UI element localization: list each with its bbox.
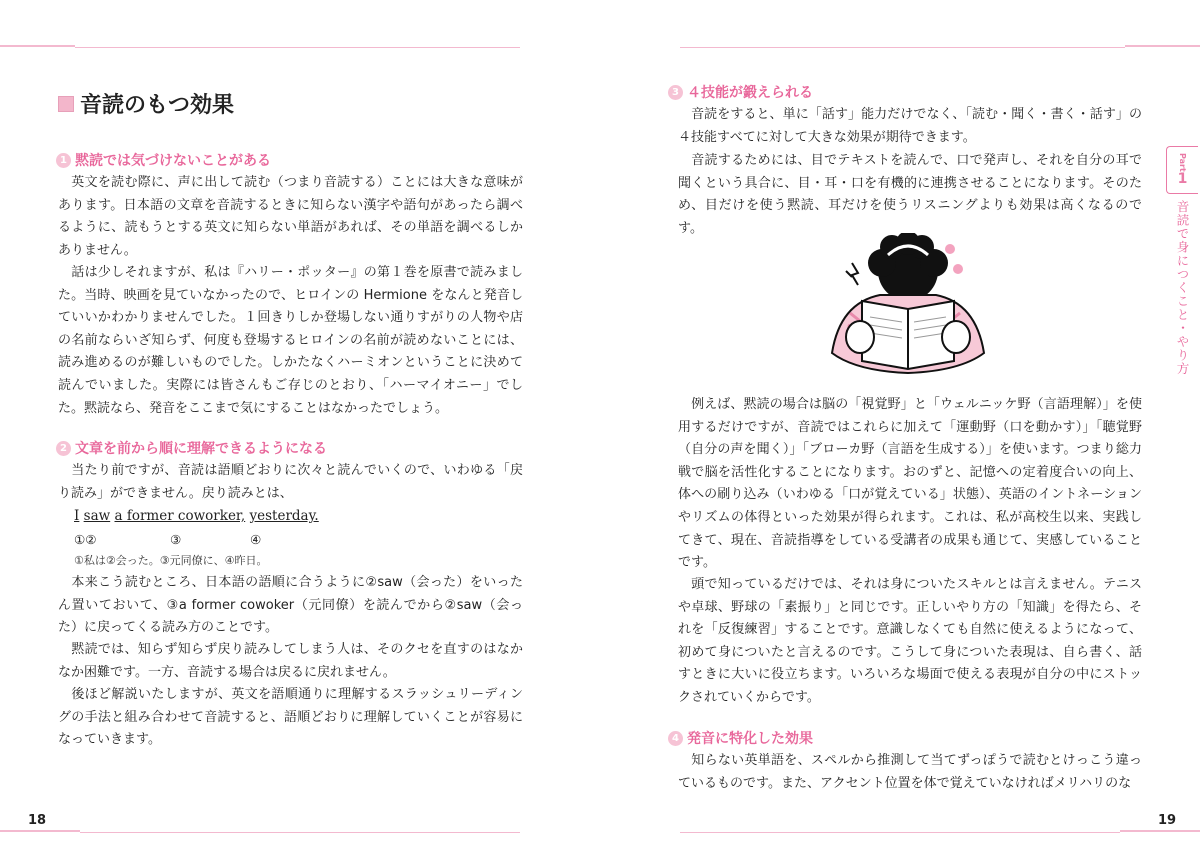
chapter-side-title: 音読で身につくこと・やり方 [1175,200,1190,376]
section-1-paragraph-2: 話は少しそれますが、私は『ハリー・ポッター』の第１巻を原書で読みました。当時、映画を見ていなかったので、ヒロインの Hermione をなんと発音していいかわかりませんでした。１回きりしか登場しない通りすがりの人物や店の名前ならいざ知らず、何度も登場するヒロインの名前が読めないことには、読み進めるのが難しいものでした。しかたなくハーミオンということに決めて読んでいました。実際には皆さんもご存じのとおり、「ハーマイオニー」でした。黙読なら、発音をここまで気にすることはなかったでしょう。 [58,265,523,416]
section-3-paragraph-4: 頭で知っているだけでは、それは身についたスキルとは言えません。テニスや卓球、野球の「素振り」と同じです。正しいやり方の「知識」を得たら、それを「反復練習」することです。意識しなくても自然に使えるようになって、初めて身についたと言えるのです。こうして身についた表現は、自ら書く、話すときに大いに役立ちます。いろいろな場面で使える表現が自分の中にストックされていくからです。 [678,577,1142,705]
top-rule-left-thin [75,47,520,48]
page-number-right: 19 [1158,813,1177,828]
section-2-paragraph-3: 黙読では、知らず知らず戻り読みしてしまう人は、そのクセを直すのはなかなか困難です。一方、音読する場合は戻るに戻れません。 [58,642,523,680]
section-1-heading [56,150,271,170]
part-number: 1 [1177,171,1188,188]
example-sentence [74,508,319,524]
bottom-rule-left [0,830,80,832]
section-2-paragraph-4: 後ほど解説いたしますが、英文を語順通りに理解するスラッシュリーディングの手法と組み合わせて音読すると、語順どおりに理解していくことが容易になっていきます。 [58,687,523,748]
section-1-title: 黙読では気づけないことがある [75,153,271,169]
section-4-title: 発音に特化した効果 [687,731,813,747]
bottom-rule-left-thin [80,832,520,833]
example-word-i: I [74,508,80,524]
top-rule-left [0,45,75,47]
section-number-badge: 3 [668,85,683,100]
section-4-heading [668,728,813,748]
example-number-4: ④ [250,532,262,547]
example-number-1-2: ①② [74,532,97,547]
heading-square-icon [58,96,74,112]
bottom-rule-right-thin [680,832,1120,833]
hair-shape [868,233,948,301]
section-number-badge: 1 [56,153,71,168]
section-number-badge: 4 [668,731,683,746]
page-number-left: 18 [28,813,47,828]
section-3-paragraph-3: 例えば、黙読の場合は脳の「視覚野」と「ウェルニッケ野（言語理解）」を使用するだけですが、音読ではこれらに加えて「運動野（口を動かす）」「聴覚野（自分の声を聞く）」「ブローカ野（言語を生成する）」を使います。つまり総力戦で脳を活性化することになります。おのずと、記憶への定着度合いの向上、体への刷り込み（いわゆる「口が覚えている」状態）、英語のイントネーションやリズムの体得といった効果が得られます。これは、私が高校生以来、実践してきて、現在、音読指導をしている受講者の成果も通じて、実感していることです。 [678,397,1142,571]
section-3-paragraph-1: 音読をすると、単に「話す」能力だけでなく、「読む・聞く・書く・話す」の４技能すべてに対して大きな効果が期待できます。 [678,107,1142,145]
section-2-title: 文章を前から順に理解できるようになる [75,441,327,457]
reading-person-illustration [810,233,1005,393]
section-1-paragraph-1: 英文を読む際に、声に出して読む（つまり音読する）ことには大きな意味があります。日本語の文章を音読するときに知らない漢字や語句があったら調べるように、読もうとする英文に知らない単語があれば、その単語を調べるしかありません。 [58,175,523,258]
example-number-3: ③ [170,532,182,547]
section-4-paragraph-1: 知らない英単語を、スペルから推測して当てずっぽうで読むとけっこう違っているものです。また、アクセント位置を体で覚えていなければメリハリのな [678,753,1142,791]
sound-marks [945,244,963,274]
section-number-badge: 2 [56,441,71,456]
example-word-yesterday: yesterday. [249,508,319,524]
section-3-heading [668,82,813,102]
example-phrase-coworker: a former coworker, [114,508,246,524]
section-2-paragraph-1: 当たり前ですが、音読は語順どおりに次々と読んでいくので、いわゆる「戻り読み」ができません。戻り読みとは、 [58,463,523,501]
page-heading-text: 音読のもつ効果 [80,93,235,118]
top-rule-right [1125,45,1200,47]
bottom-rule-right [1120,830,1200,832]
top-rule-right-thin [680,47,1125,48]
section-2-paragraph-2: 本来こう読むところ、日本語の語順に合うように②saw（会った）をいったん置いておいて、③a former cowoker（元同僚）を読んでから②saw（会った）に戻ってくる読み方のことです。 [58,575,523,636]
example-word-saw: saw [83,508,111,524]
section-3-title: ４技能が鍛えられる [687,85,813,101]
part-tab [1166,146,1198,194]
section-3-paragraph-2: 音読するためには、目でテキストを読んで、口で発声し、それを自分の耳で聞くという具合に、目・耳・口を有機的に連携させることになります。そのため、目だけを使う黙読、耳だけを使うリスニングよりも効果は高くなるのです。 [678,153,1142,236]
page-heading [58,88,234,119]
part-label: Part [1178,152,1187,172]
section-2-heading [56,438,327,458]
example-translation-note: ①私は②会った。③元同僚に、④昨日。 [74,554,268,567]
